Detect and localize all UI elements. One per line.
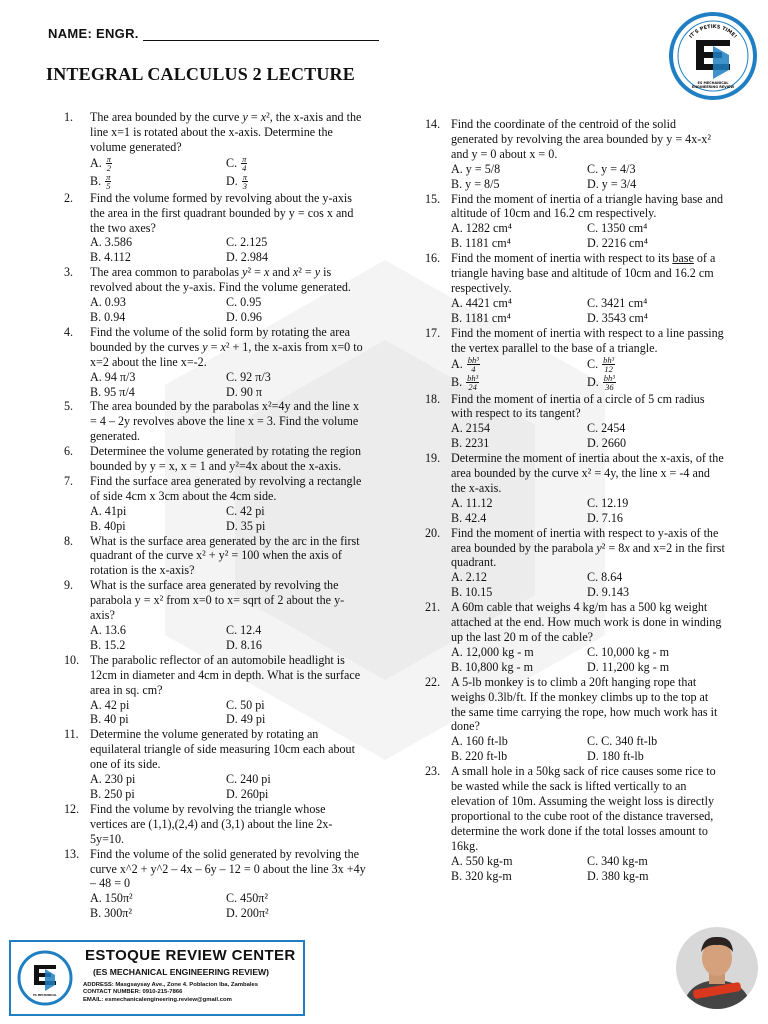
- answer-options: [451, 645, 725, 675]
- svg-text:ES MECHANICAL: ES MECHANICAL: [33, 994, 57, 997]
- question-7: 7. Find the surface area generated by revolving a rectangle of side 4cm x 3cm about the 4cm side. A. 41pi C. 42 pi B. 40pi D. 35 pi: [64, 474, 366, 534]
- option-a: A. 230 pi: [90, 772, 136, 787]
- question-text: The area bounded by the parabolas x²=4y and the line x = 4 – 2y revolves above the line x = 3. Find the volume generated.: [90, 399, 360, 444]
- option-a: A. 41pi: [90, 503, 127, 518]
- question-20: 20. Find the moment of inertia with respect to y-axis of the area bounded by the parabola y² = 8x and x=2 in the first quadrant. A. 2.12 C. 8.64 B. 10.15 D. 9.143: [425, 525, 725, 600]
- option-a: A. 42 pi: [90, 697, 130, 712]
- option-b: B. 250 pi: [90, 786, 135, 801]
- question-text: Find the moment of inertia with respect to y-axis of the area bounded by the parabola y² = 8x and x=2 in the first quadrant.: [451, 525, 725, 570]
- option-d: D. 9.143: [587, 585, 630, 600]
- option-a: A. 4421 cm⁴: [451, 295, 512, 310]
- option-c: C. 1350 cm⁴: [587, 221, 648, 236]
- footer-title: ESTOQUE REVIEW CENTER: [85, 947, 296, 964]
- question-4: 4. Find the volume of the solid form by rotating the area bounded by the curves y = x² + 1, the x-axis from x=0 to x=2 about the line x=-2. A. 94 π/3 C. 92 π/3 B. 95 π/4 D. 90 π: [64, 325, 366, 400]
- option-c: C. 12.19: [587, 495, 629, 510]
- question-14: 14. Find the coordinate of the centroid of the solid generated by revolving the area bounded by y = 4x-x² and y = 0 about x = 0. A. y = 5/8 C. y = 4/3 B. y = 8/5 D. y = 3/4: [425, 117, 725, 192]
- question-15: 15. Find the moment of inertia of a triangle having base and altitude of 10cm and 16.2 cm respectively. A. 1282 cm⁴ C. 1350 cm⁴ B. 1181 cm⁴ D. 2216 cm⁴: [425, 191, 724, 251]
- footer-logo: [17, 948, 73, 1008]
- question-text: Find the moment of inertia with respect to a line passing the vertex parallel to the base of a triangle.: [451, 325, 724, 355]
- answer-options: [451, 356, 725, 392]
- option-a: A. y = 5/8: [451, 161, 501, 176]
- option-b: B. 300π²: [90, 906, 132, 921]
- footer-address: ADDRESS: Masgsaysay Ave., Zone 4. Poblacion Iba, Zambales: [83, 982, 259, 988]
- option-d: D. $\frac{\pi}{3}$: [226, 171, 248, 192]
- question-10: 10. The parabolic reflector of an automobile headlight is 12cm in diameter and 4cm in depth. What is the surface area in sq. cm? A. 42 pi C. 50 pi B. 40 pi D. 49 pi: [64, 653, 366, 728]
- review-center-footer: [9, 940, 305, 1016]
- option-b: B. 4.112: [90, 250, 131, 265]
- question-text: A 60m cable that weighs 4 kg/m has a 500 kg weight attached at the end. How much work is done in winding up the last 20 m of the cable?: [451, 600, 722, 644]
- question-13: 13. Find the volume of the solid generated by revolving the curve x^2 + y^2 – 4x – 6y – 12 = 0 about the line 3x +4y – 48 = 0 A. 150π² C. 450π² B. 300π² D. 200π²: [64, 846, 366, 921]
- option-c: C. 2454: [587, 421, 626, 436]
- option-d: D. 0.96: [226, 309, 262, 324]
- answer-options: [451, 734, 725, 764]
- question-18: 18. Find the moment of inertia of a circle of 5 cm radius with respect to its tangent? A. 2154 C. 2454 B. 2231 D. 2660: [425, 392, 725, 452]
- option-d: D. 2660: [587, 436, 626, 451]
- option-d: D. 90 π: [226, 384, 263, 399]
- question-5: 5. The area bounded by the parabolas x²=4y and the line x = 4 – 2y revolves above the line x = 3. Find the volume generated.: [64, 399, 366, 444]
- option-d: D. 180 ft-lb: [587, 749, 644, 764]
- option-a: A. 550 kg-m: [451, 853, 513, 868]
- svg-text:ES MECHANICAL: ES MECHANICAL: [697, 81, 729, 85]
- option-b: B. 320 kg-m: [451, 868, 512, 883]
- option-c: C. 450π²: [226, 891, 268, 906]
- option-c: C. 340 kg-m: [587, 853, 648, 868]
- question-1: 1. The area bounded by the curve y = x², the x-axis and the line x=1 is rotated about the x-axis. Determine the volume generated? A. $\frac{\pi}{2}$ C. $\frac{\pi}{4}$ B. $\frac{\pi}{5}$ D. $\frac{\pi}{3}$: [64, 110, 366, 191]
- option-c: C. $\frac{\text{bh³}}{12}$: [587, 354, 615, 374]
- question-text: Find the volume of the solid form by rotating the area bounded by the curves y = x² + 1, the x-axis from x=0 to x=2 about the line x=-2.: [90, 324, 363, 369]
- option-a: A. 2154: [451, 421, 490, 436]
- question-16: 16. Find the moment of inertia with respect to its base of a triangle having base and altitude of 10cm and 16.2 cm respectively. A. 4421 cm⁴ C. 3421 cm⁴ B. 1181 cm⁴ D. 3543 cm⁴: [425, 251, 725, 326]
- question-text: Find the volume formed by revolving about the y-axis the area in the first quadrant bounded by y = cos x and the two axes?: [90, 190, 354, 235]
- question-6: 6. Determinee the volume generated by rotating the region bounded by y = x, x = 1 and y²=4x about the x-axis.: [64, 444, 366, 474]
- answer-options: [451, 854, 725, 884]
- option-b: B. 15.2: [90, 637, 126, 652]
- option-a: A. $\frac{\text{bh³}}{4}$: [451, 354, 479, 374]
- option-c: C. 10,000 kg - m: [587, 644, 669, 659]
- option-d: D. $\frac{\text{bh³}}{36}$: [587, 372, 615, 392]
- footer-email: EMAIL: esmechanicalengineering.review@gmail.com: [83, 996, 232, 1003]
- option-c: C. 2.125: [226, 235, 268, 250]
- answer-options: [90, 772, 366, 802]
- footer-contact-number: CONTACT NUMBER: 0910-215-7866: [83, 989, 183, 996]
- questions-right-column: [425, 117, 725, 883]
- answer-options: [451, 162, 725, 192]
- question-text: A small hole in a 50kg sack of rice causes some rice to be wasted while the sack is lifted vertically to an elevation of 10m. Assuming the weight loss is directly proportional to the cube root of the distance traversed, determine the work done if the total losses amount to 16kg.: [451, 764, 716, 853]
- option-b: B. 42.4: [451, 510, 487, 525]
- option-d: D. 380 kg-m: [587, 868, 649, 883]
- option-d: D. 260pi: [226, 786, 269, 801]
- option-a: A. 12,000 kg - m: [451, 644, 534, 659]
- question-text: Determine the moment of inertia about the x-axis, of the area bounded by the curve x² = 4y, the line x = -4 and the x-axis.: [451, 451, 724, 495]
- option-c: C. 92 π/3: [226, 369, 271, 384]
- question-text: The parabolic reflector of an automobile headlight is 12cm in diameter and 4cm in depth. What is the surface area in sq. cm?: [90, 652, 361, 697]
- question-21: 21. A 60m cable that weighs 4 kg/m has a 500 kg weight attached at the end. How much work is done in winding up the last 20 m of the cable? A. 12,000 kg - m C. 10,000 kg - m B. 10,800 kg - m D. 11,200 kg - m: [425, 600, 725, 675]
- option-d: D. 11,200 kg - m: [587, 659, 670, 674]
- question-23: 23. A small hole in a 50kg sack of rice causes some rice to be wasted while the sack is lifted vertically to an elevation of 10m. Assuming the weight loss is directly proportional to the cube root of the distance traversed, determine the work done if the total losses amount to 16kg. A. 550 kg-m C. 340 kg-m B. 320 kg-m D. 380 kg-m: [425, 764, 725, 883]
- questions-left-column: [64, 110, 366, 921]
- option-d: D. 2.984: [226, 250, 269, 265]
- question-text: Determinee the volume generated by rotating the region bounded by y = x, x = 1 and y²=4x about the x-axis.: [90, 444, 361, 474]
- option-c: C. y = 4/3: [587, 161, 636, 176]
- answer-options: [90, 623, 366, 653]
- option-d: D. 3543 cm⁴: [587, 310, 648, 325]
- option-a: A. 2.12: [451, 570, 487, 585]
- answer-options: [90, 891, 366, 921]
- option-a: A. 0.93: [90, 295, 126, 310]
- question-text: What is the surface area generated by the arc in the first quadrant of the curve x² + y² = 100 when the axis of rotation is the x-axis?: [90, 533, 360, 578]
- question-19: 19. Determine the moment of inertia about the x-axis, of the area bounded by the curve x² = 4y, the line x = -4 and the x-axis. A. 11.12 C. 12.19 B. 42.4 D. 7.16: [425, 451, 724, 525]
- option-a: A. $\frac{\pi}{2}$: [90, 153, 112, 174]
- option-a: A. 1282 cm⁴: [451, 221, 512, 236]
- answer-options: [90, 370, 366, 400]
- question-11: 11. Determine the volume generated by rotating an equilateral triangle of side measuring 10cm each about one of its side. A. 230 pi C. 240 pi B. 250 pi D. 260pi: [64, 727, 366, 802]
- es-review-logo: [669, 12, 757, 100]
- option-d: D. 200π²: [226, 906, 269, 921]
- option-c: C. 12.4: [226, 623, 262, 637]
- option-b: B. 10,800 kg - m: [451, 659, 533, 674]
- option-c: C. 240 pi: [226, 772, 271, 787]
- svg-text:ENGINEERING REVIEW: ENGINEERING REVIEW: [691, 85, 735, 89]
- option-b: B. 220 ft-lb: [451, 749, 508, 764]
- question-text: Find the volume of the solid generated by revolving the curve x^2 + y^2 – 4x – 6y – 12 = 0 about the line 3x +4y – 48 = 0: [90, 846, 366, 891]
- page-title: INTEGRAL CALCULUS 2 LECTURE: [46, 64, 355, 84]
- answer-options: [90, 295, 366, 325]
- question-text: A 5-lb monkey is to climb a 20ft hanging rope that weighs 0.3lb/ft. If the monkey climbs up to the top at the same time carrying the rope, how much work has it done?: [451, 674, 718, 734]
- question-17: 17. Find the moment of inertia with respect to a line passing the vertex parallel to the base of a triangle. A. $\frac{\text{bh³}}{4}$ C. $\frac{\text{bh³}}{12}$ B. $\frac{\text{bh³}}{24}$ D. $\frac{\text{bh³}}{36}$: [425, 325, 724, 392]
- question-text: Determine the volume generated by rotating an equilateral triangle of side measuring 10cm each about one of its side.: [90, 727, 355, 772]
- question-text: Find the moment of inertia of a circle of 5 cm radius with respect to its tangent?: [451, 391, 705, 421]
- answer-options: [451, 296, 725, 326]
- footer-contact-info: [83, 982, 303, 1004]
- answer-options: [90, 504, 366, 534]
- question-22: 22. A 5-lb monkey is to climb a 20ft hanging rope that weighs 0.3lb/ft. If the monkey climbs up to the top at the same time carrying the rope, how much work has it done? A. 160 ft-lb C. C. 340 ft-lb B. 220 ft-lb D. 180 ft-lb: [425, 675, 725, 764]
- answer-options: [451, 570, 725, 600]
- question-9: 9. What is the surface area generated by revolving the parabola y = x² from x=0 to x= sqrt of 2 about the y-axis? A. 13.6 C. 12.4 B. 15.2 D. 8.16: [64, 578, 366, 653]
- option-d: D. y = 3/4: [587, 176, 637, 191]
- question-text: Find the moment of inertia of a triangle having base and altitude of 10cm and 16.2 cm respectively.: [451, 191, 724, 221]
- option-c: C. 50 pi: [226, 697, 265, 712]
- option-b: B. $\frac{\pi}{5}$: [90, 171, 111, 192]
- option-d: D. 35 pi: [226, 518, 266, 533]
- question-text: Find the surface area generated by revolving a rectangle of side 4cm x 3cm about the 4cm side.: [90, 473, 362, 503]
- option-a: A. 94 π/3: [90, 369, 136, 384]
- question-12: 12. Find the volume by revolving the triangle whose vertices are (1,1),(2,4) and (3,1) about the line 2x-5y=10.: [64, 802, 366, 847]
- question-text: Find the moment of inertia with respect to its base of a triangle having base and altitude of 10cm and 16.2 cm respectively.: [451, 251, 716, 295]
- option-b: B. y = 8/5: [451, 176, 500, 191]
- option-c: C. 42 pi: [226, 503, 265, 518]
- answer-options: [451, 421, 725, 451]
- question-8: 8. What is the surface area generated by the arc in the first quadrant of the curve x² + y² = 100 when the axis of rotation is the x-axis?: [64, 534, 366, 579]
- option-c: C. 8.64: [587, 570, 623, 585]
- question-2: 2. Find the volume formed by revolving about the y-axis the area in the first quadrant bounded by y = cos x and the two axes? A. 3.586 C. 2.125 B. 4.112 D. 2.984: [64, 191, 366, 266]
- question-text: Find the volume by revolving the triangle whose vertices are (1,1),(2,4) and (3,1) about the line 2x-5y=10.: [90, 801, 333, 846]
- option-c: C. $\frac{\pi}{4}$: [226, 153, 247, 174]
- option-a: A. 11.12: [451, 495, 493, 510]
- option-b: B. 1181 cm⁴: [451, 236, 511, 251]
- question-text: The area common to parabolas y² = x and x² = y is revolved about the y-axis. Find the volume generated.: [90, 265, 351, 295]
- answer-options: [451, 221, 725, 251]
- name-field: [48, 26, 379, 41]
- option-d: D. 2216 cm⁴: [587, 236, 648, 251]
- answer-options: [90, 698, 366, 728]
- option-d: D. 7.16: [587, 510, 623, 525]
- option-a: A. 150π²: [90, 891, 133, 906]
- question-text: The area bounded by the curve y = x², the x-axis and the line x=1 is rotated about the x-axis. Determine the volume generated?: [90, 110, 362, 154]
- instructor-avatar: [675, 926, 759, 1010]
- question-text: What is the surface area generated by revolving the parabola y = x² from x=0 to x= sqrt of 2 about the y-axis?: [90, 578, 345, 623]
- answer-options: [451, 496, 725, 526]
- option-b: B. 95 π/4: [90, 384, 135, 399]
- option-a: A. 160 ft-lb: [451, 734, 508, 749]
- question-text: Find the coordinate of the centroid of the solid generated by revolving the area bounded by y = 4x-x² and y = 0 about x = 0.: [451, 117, 711, 161]
- option-b: B. 2231: [451, 436, 490, 451]
- name-blank-line: [143, 28, 379, 41]
- option-b: B. $\frac{\text{bh³}}{24}$: [451, 372, 479, 392]
- svg-text:IT'S PETIKS TIME!: IT'S PETIKS TIME!: [688, 23, 738, 40]
- option-c: C. 3421 cm⁴: [587, 295, 648, 310]
- answer-options: [90, 235, 366, 265]
- name-label: NAME: ENGR.: [48, 26, 139, 41]
- option-a: A. 3.586: [90, 235, 133, 250]
- option-b: B. 10.15: [451, 585, 493, 600]
- footer-subtitle: (ES MECHANICAL ENGINEERING REVIEW): [93, 967, 270, 977]
- option-b: B. 0.94: [90, 309, 126, 324]
- option-d: D. 8.16: [226, 637, 262, 652]
- option-b: B. 1181 cm⁴: [451, 310, 511, 325]
- option-b: B. 40 pi: [90, 712, 129, 727]
- option-d: D. 49 pi: [226, 712, 266, 727]
- question-3: 3. The area common to parabolas y² = x and x² = y is revolved about the y-axis. Find the volume generated. A. 0.93 C. 0.95 B. 0.94 D. 0.96: [64, 265, 366, 325]
- option-c: C. C. 340 ft-lb: [587, 734, 658, 749]
- option-a: A. 13.6: [90, 623, 126, 637]
- option-b: B. 40pi: [90, 518, 126, 533]
- option-c: C. 0.95: [226, 295, 262, 310]
- answer-options: [90, 155, 366, 191]
